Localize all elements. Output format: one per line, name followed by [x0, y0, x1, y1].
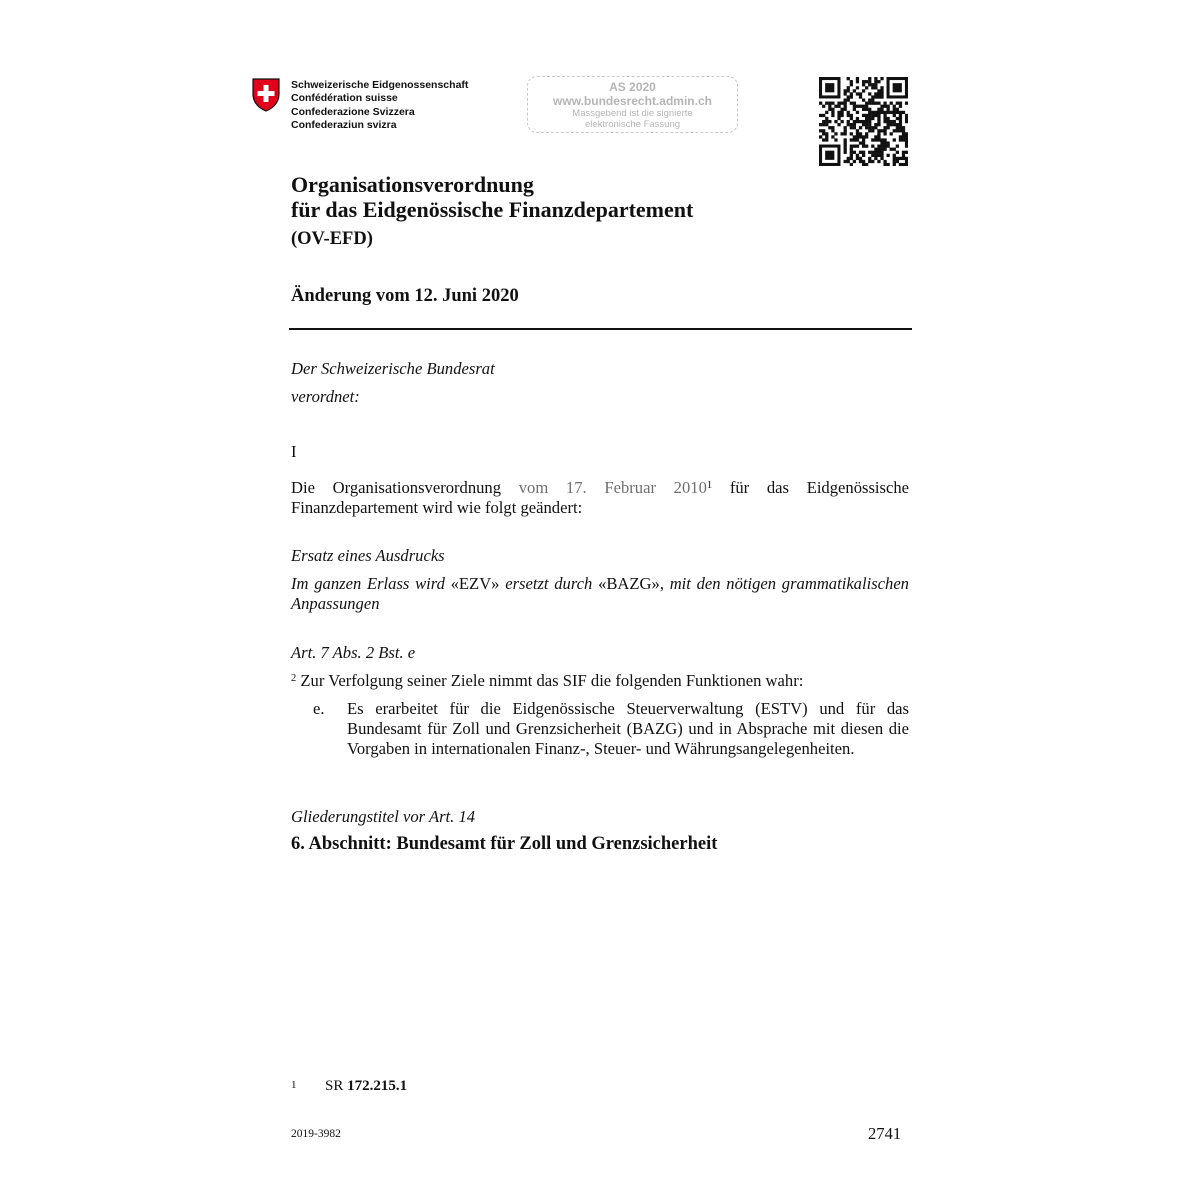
page-number: 2741 — [868, 1124, 902, 1143]
replacement-text-part2: ersetzt durch — [499, 574, 599, 593]
footnote-ref[interactable]: 1 — [706, 480, 713, 491]
footnote-reference: 172.215.1 — [347, 1078, 408, 1094]
section-number: I — [291, 442, 297, 461]
decree-title-line2: für das Eidgenössische Finanzdepartement — [291, 197, 694, 222]
paragraph-number: 2 — [291, 673, 297, 684]
footnote-prefix: SR — [325, 1078, 348, 1094]
intro-text-end: für das Eidgenössische Finanzdepartement wird wie folgt geändert: — [291, 478, 910, 517]
federation-name-de: Schweizerische Eidgenossenschaft — [291, 79, 469, 91]
qr-code-icon — [819, 77, 908, 166]
replacement-text-part1: Im ganzen Erlass wird — [291, 574, 451, 593]
official-compilation-stamp — [527, 76, 738, 133]
title-divider — [289, 328, 912, 330]
old-term: «EZV» — [450, 574, 500, 593]
federation-name-rm: Confederaziun svizra — [291, 118, 397, 131]
article-14-heading: Gliederungstitel vor Art. 14 — [291, 807, 476, 826]
footnote-text — [325, 1078, 407, 1095]
article-7-heading: Art. 7 Abs. 2 Bst. e — [291, 643, 416, 662]
section-title: 6. Abschnitt: Bundesamt für Zoll und Grenzsicherheit — [291, 834, 718, 854]
article-7-paragraph-text: Zur Verfolgung seiner Ziele nimmt das SIF die folgenden Funktionen wahr: — [296, 671, 804, 690]
federation-name-it: Confederazione Svizzera — [291, 105, 415, 118]
replacement-heading: Ersatz eines Ausdrucks — [291, 546, 445, 565]
stamp-note-line2: elektronische Fassung — [584, 119, 681, 130]
decree-title-line1: Organisationsverordnung — [291, 172, 534, 197]
decree-title — [291, 172, 693, 222]
footnote-number: 1 — [291, 1079, 297, 1091]
list-item-letter: e. — [313, 699, 325, 718]
amendment-date: Änderung vom 12. Juni 2020 — [291, 286, 519, 306]
document-id: 2019-3982 — [291, 1128, 341, 1140]
intro-paragraph — [291, 478, 909, 518]
decree-abbreviation: (OV-EFD) — [291, 229, 373, 249]
referenced-decree-link[interactable]: vom 17. Februar 2010 — [518, 478, 707, 497]
replacement-text — [291, 574, 909, 614]
intro-text-start: Die Organisationsverordnung — [291, 478, 519, 497]
replacement-text-part3: , mit den nötigen grammatikalischen Anpassungen — [291, 574, 909, 613]
stamp-website[interactable]: www.bundesrecht.admin.ch — [553, 94, 712, 108]
preamble-authority: Der Schweizerische Bundesrat — [291, 359, 495, 378]
list-item-text: Es erarbeitet für die Eidgenössische Steuerverwaltung (ESTV) und für das Bundesamt für Zoll und Grenzsicherheit (BAZG) und in Absprache mit diesen die Vorgaben in internationalen Finanz-, Steuer- und Währungsangelegenheiten. — [347, 699, 909, 758]
new-term: «BAZG» — [598, 574, 660, 593]
federation-name-fr: Confédération suisse — [291, 92, 398, 105]
federation-names — [291, 79, 468, 132]
stamp-note-line1: Massgebend ist die signierte — [572, 108, 693, 119]
preamble-verb: verordnet: — [291, 387, 360, 406]
swiss-cross-shield-icon — [252, 78, 280, 112]
article-7-paragraph — [291, 671, 803, 691]
stamp-volume: AS 2020 — [609, 80, 656, 94]
